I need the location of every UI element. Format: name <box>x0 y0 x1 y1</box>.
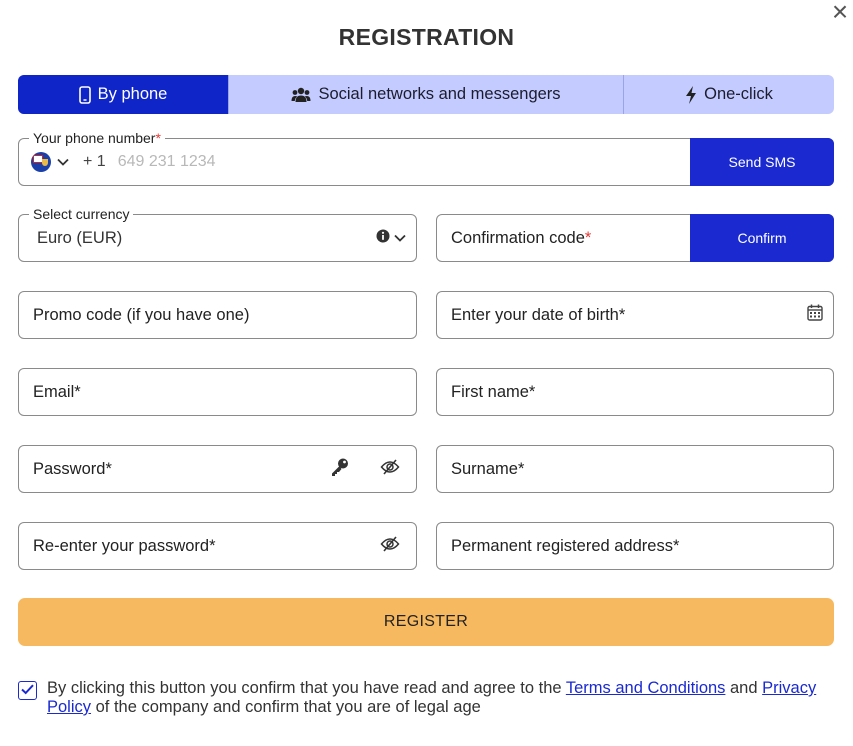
confirmation-code-label: Confirmation code* <box>451 229 592 247</box>
first-name-label: First name* <box>451 383 536 401</box>
page-title: REGISTRATION <box>338 24 515 50</box>
currency-select[interactable] <box>18 206 417 262</box>
address-field[interactable] <box>436 522 834 570</box>
first-name-field[interactable] <box>436 368 834 416</box>
date-of-birth-field[interactable] <box>436 291 834 339</box>
users-icon <box>291 87 311 103</box>
privacy-policy-link[interactable]: Privacy Policy <box>47 679 817 716</box>
password-label: Password* <box>33 460 112 478</box>
reenter-password-field[interactable] <box>18 522 417 570</box>
send-sms-button[interactable]: Send SMS <box>690 138 834 186</box>
country-code: + 1 <box>83 153 106 170</box>
phone-legend: Your phone number* <box>29 130 165 146</box>
info-icon[interactable] <box>376 229 390 248</box>
reenter-password-label: Re-enter your password* <box>33 537 216 555</box>
chevron-down-icon[interactable] <box>394 229 406 247</box>
registration-tabs <box>18 75 834 114</box>
check-icon <box>21 682 34 700</box>
date-of-birth-label: Enter your date of birth* <box>451 306 626 324</box>
eye-slash-icon[interactable] <box>380 459 400 480</box>
promo-code-label: Promo code (if you have one) <box>33 306 250 324</box>
agreement-row <box>18 679 834 717</box>
eye-slash-icon[interactable] <box>380 536 400 557</box>
phone-field[interactable] <box>18 130 834 186</box>
tab-label: Social networks and messengers <box>318 85 561 103</box>
address-label: Permanent registered address* <box>451 537 680 555</box>
bolt-icon <box>685 86 697 104</box>
surname-field[interactable] <box>436 445 834 493</box>
chevron-down-icon[interactable] <box>57 153 69 171</box>
agreement-checkbox[interactable] <box>18 681 37 700</box>
tab-one-click[interactable] <box>623 75 834 114</box>
agreement-text: By clicking this button you confirm that you have read and agree to the Terms and Conditions and Privacy Policy of the company and confirm that you are of legal age <box>47 679 817 716</box>
tab-by-phone[interactable] <box>18 75 228 114</box>
password-field[interactable] <box>18 445 417 493</box>
phone-input[interactable]: 649 231 1234 <box>117 153 216 170</box>
calendar-icon[interactable] <box>807 304 823 326</box>
email-field[interactable] <box>18 368 417 416</box>
tab-social-networks[interactable] <box>228 75 623 114</box>
confirmation-code-field[interactable] <box>436 214 834 262</box>
confirm-button[interactable]: Confirm <box>690 214 834 262</box>
close-icon[interactable]: × <box>831 0 849 27</box>
currency-value: Euro (EUR) <box>37 229 123 247</box>
promo-code-field[interactable] <box>18 291 417 339</box>
key-icon[interactable] <box>330 457 350 482</box>
currency-legend: Select currency <box>29 206 133 222</box>
email-label: Email* <box>33 383 81 401</box>
surname-label: Surname* <box>451 460 525 478</box>
tab-label: By phone <box>97 85 168 103</box>
terms-link[interactable]: Terms and Conditions <box>565 679 726 697</box>
tab-label: One-click <box>704 85 773 103</box>
phone-icon <box>79 86 91 104</box>
register-button[interactable]: REGISTER <box>18 598 834 646</box>
flag-icon[interactable] <box>31 152 51 172</box>
